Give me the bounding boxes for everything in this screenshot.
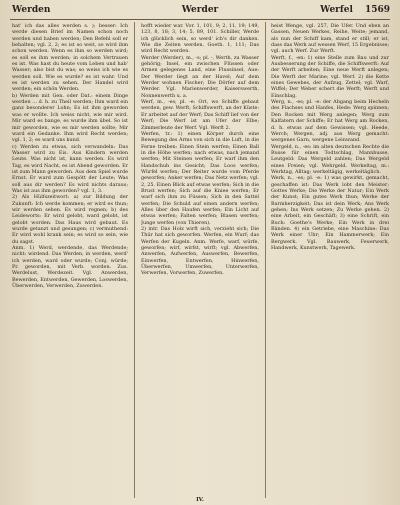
entry-wergeld: Wergeld, n., -es: im alten deutschen Rechte die Busse für einen Todtschlag, Mannbusse, Leutgeld: Das Wergeld zahlen; Das Wergeld eines Freien; vgl. Wehrgeld. Werkeltag, m.: Werktag, Alltag; werkeltägig, werkeltäglich.	[271, 143, 389, 175]
column-divider	[265, 22, 266, 498]
paragraph: c) Werden zu etwas, sich verwandeln: Das Wasser wird zu Eis. Aus Kindern werden Leute. Was nicht ist, kann werden. Es wird Tag, es wird Nacht, es ist Abend geworden. Er ist zum Mann geworden. Aus dem Spiel wurde Ernst. Er ward zum Gespött der Leute; Was soll aus dir werden? Es wird nichts daraus; Was ist aus ihm geworden? vgl. 1, 3.	[12, 143, 128, 194]
paragraph: 2) Als Hülfszeitwort: a) zur Bildung der Zukunft: Ich werde kommen; er wird es thun; wir werden sehen. Es wird regnen; b) des Leideworts: Er wird gelobt, ward gelobt, ist gelobt worden. Das Haus wird gebaut. Es wurde getanzt und gesungen; c) vermuthend: Er wird wohl krank sein; es wird so sein, wie du sagst.	[12, 194, 128, 245]
paragraph: b) Werden mit Gen. oder Dat.: einem Dinge werden ... d. h. zu Theil werden; Ihm ward ein ganz besonderer Lohn; Es ist ihm geworden was er wollte. Ich weiss nicht, wie mir wird. Mir ward es bange, es wurde ihm übel. So ist mir geworden, wie es mir werden sollte; Mir ward ein Gedanke. Ihm wird Recht werden; vgl. 1, 2; es ward uns kund.	[12, 92, 128, 144]
entry-werg: Werg, n., -es; pl. -e: der Abgang beim Hecheln des Flachses und Hanfes, Hede: Werg spinnen; Den Rocken mit Werg anlegen; Werg zum Kalfatern der Schiffe; Er hat Werg am Rocken, d. h. etwas auf dem Gewissen; vgl. Heede, Werch; Wergen, adj. aus Werg gemacht: wergenes Garn, wergene Leinwand.	[271, 99, 389, 144]
paragraph: hat' ich das alles werden s. ); besser: Ich werde diesen Brief im Namen schon noch werden und haben werden; Den Befehl soll er behalten; vgl. 2, 2; es ist so weit, so wird ihm schon werden. Wenn es ihm so werden wird; es soll es ihm werden; in solchem Vertrauen es ist. Was hast du heute vom Leben und hab' Wasser; also bist du was; so weiss ich wie es werden soll. Wie es wurde? es ist wahr. Und es ist werden zu sehen. Der Handel wird werden; ein schön Werden.	[12, 23, 128, 93]
page-header	[10, 5, 390, 18]
signature-mark: IV.	[196, 497, 204, 503]
column-1	[12, 23, 128, 497]
entry-werder: Werder (Werder), m., -s; pl. -, Werth, zu Wasser gehörig; Insel, ein zwischen Flüssen oder Armen gelegenes Land, eine Flussinsel, Aue: Der Werder liegt an der Havel; Auf dem Werder wohnen Fischer; Die Dörfer auf dem Werder. Vgl. Marienwerder, Kaiserswerth, Nonnenwerth u. a.	[141, 54, 259, 99]
header-center-headword: Werder	[181, 5, 219, 15]
header-left-headword: Werden	[12, 5, 51, 15]
column-2	[141, 23, 259, 497]
paragraph: 2) intr. Das Holz wirft sich, verzieht sich; Die Thür hat sich geworfen. Werfen, ein Wurf; das Werfen der Kugeln. Anm. Werfe, warf, würfe, geworfen; wirf, wirfst, wirft; vgl. Abwerfen, Anwerfen, Aufwerfen, Auswerfen, Bewerfen, Einwerfen, Entwerfen, Hinwerfen, Überwerfen, Umwerfen, Unterwerfen, Verwerfen, Vorwerfen, Zuwerfen.	[141, 226, 259, 277]
header-right	[320, 5, 390, 15]
entry-werfen: Werfen, tr.: 1) einen Körper durch eine Bewegung des Arms von sich in die Luft, in die Ferne treiben: Einen Stein werfen; Einen Ball in die Höhe werfen; nach etwas, nach jemand werfen; Mit Steinen werfen; Er warf ihm den Handschuh ins Gesicht; Das Loos werfen; Würfel werfen; Der Reiter wurde vom Pferde geworfen; Anker werfen; Das Netz werfen; vgl. 2, 25. Einen Blick auf etwas werfen; Sich in die Brust werfen; Sich auf die Kniee werfen; Er warf sich ihm zu Füssen; Sich in den Sattel werfen; Die Schuld auf einen andern werfen; Alles über den Haufen werfen; Ein Licht auf etwas werfen; Falten werfen; Blasen werfen; Junge werfen (von Thieren).	[141, 130, 259, 226]
header-rule	[10, 19, 390, 20]
page-number: 1569	[364, 5, 390, 15]
paragraph: heist Wenge, vgl. 257, Die Ufer. Und eben an Gassen, Neuen Werkes, Reihe, Weite; jemand, als nun der Schiff kam, stand er still; er ist, dass das Werk auf wessen Werf, 15 Ergebnisse; vgl. auch Werf. Zur Werft.	[271, 23, 389, 55]
entry-werft: Werft, f., -en: 1) eine Stelle zum Bau und zur Ausbesserung der Schiffe, die Schiffswerft: Auf der Werft arbeiten; Eine neue Werft anlegen; Die Werft der Marine; vgl. Werf. 2) die Kette eines Gewebes, der Aufzug, Zettel; vgl. Warf, Wiffel; Der Weber schert die Werft; Werft und Einschlag.	[271, 54, 389, 99]
column-3	[271, 23, 389, 497]
paragraph: hofft wieder war. Vor. 1, 101, 9; 2, 11, 19; 149, 123, 8, 18; 3, 14; 5, 89, 101. Schiller, Werde ich glücklich sein, so werd' ich's dir danken. Wie die Zeiten werden, Goeth. 1, 111; Das wird Recht werden.	[141, 23, 259, 55]
paragraph: Anm. 1) Werd, werdende, das Werdende; nicht: wirdend. Das Werden, in werden, werd' ich werden, ward oder wurde; Conj. würde; Pr. geworden, mit Verb. worden. Zus. Werdelust, Werdezeit. Vgl. Anwerden, Bewerden, Entwerden, Gewerden, Loswerden, Überwerden, Verwerden, Zuwerden.	[12, 245, 128, 290]
entry-werk: Werk, n., -es; pl. -e: 1) was gewirkt, gemacht, geschaffen ist: Das Werk lobt den Meister; Gottes Werke; Die Werke der Natur; Ein Werk der Kunst; Ein gutes Werk thun; Werke der Barmherzigkeit; Das ist dein Werk; Ans Werk gehen; Ins Werk setzen; Zu Werke gehen. 2) eine Arbeit, ein Geschäft; 3) eine Schrift, ein Buch: Goethe's Werke; Ein Werk in drei Bänden. 4) ein Getriebe, eine Maschine: Das Werk einer Uhr; Ein Hammerwerk; Ein Bergwerk. Vgl. Bauwerk, Feuerwerk, Handwerk, Kunstwerk, Tagewerk.	[271, 175, 389, 252]
entry-werf: Werf, m., -es; pl. -e: Ort, wo Schiffe gebaut werden, gew. Werft; Schiffswerft, an der Küste: Er arbeitet auf der Werf; Das Schiff lief von der Werf; Die Werf ist am Ufer der Elbe; Zimmerleute der Werf. Vgl. Werft 2.	[141, 99, 259, 131]
header-right-headword: Werfel	[320, 5, 353, 15]
column-divider	[134, 22, 135, 498]
